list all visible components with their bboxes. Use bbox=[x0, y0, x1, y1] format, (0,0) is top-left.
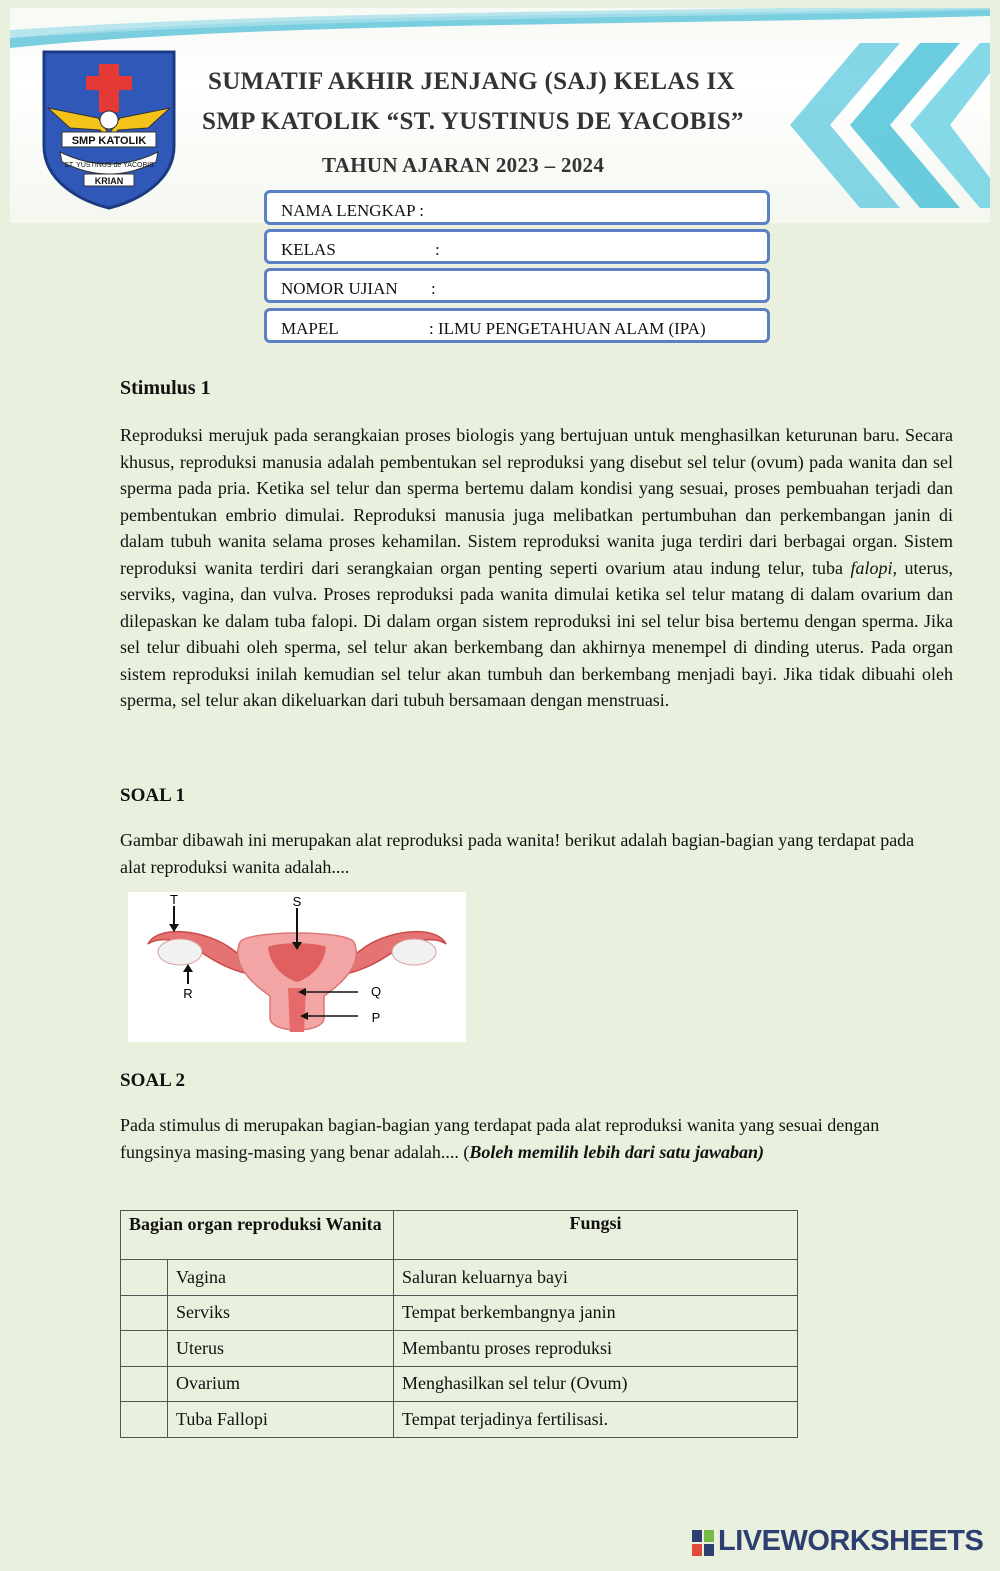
col-header-fungsi: Fungsi bbox=[394, 1211, 798, 1260]
organ-cell: Vagina bbox=[168, 1260, 394, 1296]
organ-cell: Serviks bbox=[168, 1295, 394, 1331]
logo-text-3: KRIAN bbox=[94, 176, 124, 186]
chevron-decoration-icon bbox=[790, 33, 990, 218]
nama-label: NAMA LENGKAP : bbox=[281, 201, 424, 220]
answer-checkbox[interactable] bbox=[121, 1331, 168, 1367]
logo-text-2: ST. YUSTINUS de YACOBIS bbox=[64, 162, 154, 169]
field-mapel bbox=[264, 308, 770, 343]
logo-text-1: SMP KATOLIK bbox=[71, 135, 147, 147]
stimulus-text bbox=[120, 422, 953, 714]
stimulus-italic-word: falopi, bbox=[850, 557, 898, 578]
nomor-separator: : bbox=[431, 279, 436, 298]
mapel-label: MAPEL bbox=[281, 319, 339, 338]
header-title-1: SUMATIF AKHIR JENJANG (SAJ) KELAS IX bbox=[208, 68, 735, 95]
table-row bbox=[121, 1260, 798, 1296]
fungsi-cell: Saluran keluarnya bayi bbox=[394, 1260, 798, 1296]
organ-cell: Tuba Fallopi bbox=[168, 1402, 394, 1438]
soal1-title: SOAL 1 bbox=[120, 785, 185, 806]
kelas-separator: : bbox=[435, 240, 440, 259]
reproductive-organ-diagram bbox=[128, 892, 466, 1042]
field-kelas[interactable] bbox=[264, 229, 770, 264]
answer-checkbox[interactable] bbox=[121, 1260, 168, 1296]
header-title-2: SMP KATOLIK “ST. YUSTINUS DE YACOBIS” bbox=[202, 108, 744, 135]
organ-cell: Ovarium bbox=[168, 1366, 394, 1402]
mapel-value: : ILMU PENGETAHUAN ALAM (IPA) bbox=[429, 319, 706, 338]
label-r: R bbox=[183, 986, 193, 1001]
header-title-3: TAHUN AJARAN 2023 – 2024 bbox=[322, 153, 605, 177]
footer-brand[interactable]: LIVEWORKSHEETS bbox=[718, 1525, 984, 1557]
table-row bbox=[121, 1295, 798, 1331]
field-nama-lengkap[interactable] bbox=[264, 190, 770, 225]
soal2-note: Boleh memilih lebih dari satu jawaban) bbox=[469, 1141, 764, 1162]
stimulus-text-part-2: uterus, serviks, vagina, dan vulva. Proses reproduksi pada wanita dimulai ketika sel telur matang di dalam ovarium dan dilepaskan ke dalam tuba falopi. Di dalam organ sistem reproduksi ini sel telur bisa bertemu dengan sperma. Jika sel telur dibuahi oleh sperma, sel telur akan berkembang dan akhirnya menempel di dinding uterus. Pada organ sistem reproduksi inilah kemudian sel telur akan tumbuh dan berkembang menjadi bayi. Jika tidak dibuahi oleh sperma, sel telur akan dikeluarkan dari tubuh bersamaan dengan menstruasi. bbox=[120, 557, 954, 710]
fungsi-cell: Membantu proses reproduksi bbox=[394, 1331, 798, 1367]
school-logo bbox=[38, 46, 180, 211]
field-nomor-ujian[interactable] bbox=[264, 268, 770, 303]
answer-checkbox[interactable] bbox=[121, 1366, 168, 1402]
table-row bbox=[121, 1331, 798, 1367]
stimulus-title: Stimulus 1 bbox=[120, 377, 211, 399]
fungsi-cell: Tempat terjadinya fertilisasi. bbox=[394, 1402, 798, 1438]
fungsi-cell: Menghasilkan sel telur (Ovum) bbox=[394, 1366, 798, 1402]
label-s: S bbox=[292, 894, 302, 909]
soal2-text-main: Pada stimulus di merupakan bagian-bagian yang terdapat pada alat reproduksi wanita yang sesuai dengan fungsinya masing-masing yang benar adalah.... ( bbox=[120, 1115, 880, 1162]
answer-checkbox[interactable] bbox=[121, 1402, 168, 1438]
soal2-title: SOAL 2 bbox=[120, 1070, 185, 1091]
label-p: P bbox=[371, 1010, 381, 1025]
kelas-label: KELAS bbox=[281, 240, 336, 259]
nomor-label: NOMOR UJIAN bbox=[281, 279, 398, 298]
organ-function-table bbox=[120, 1210, 798, 1438]
col-header-organ: Bagian organ reproduksi Wanita bbox=[121, 1211, 394, 1260]
liveworksheets-logo-icon bbox=[692, 1530, 714, 1556]
organ-cell: Uterus bbox=[168, 1331, 394, 1367]
table-row bbox=[121, 1366, 798, 1402]
label-q: Q bbox=[370, 984, 382, 999]
soal2-text bbox=[120, 1112, 890, 1165]
fungsi-cell: Tempat berkembangnya janin bbox=[394, 1295, 798, 1331]
answer-checkbox[interactable] bbox=[121, 1295, 168, 1331]
stimulus-text-part-1: Reproduksi merujuk pada serangkaian proses biologis yang bertujuan untuk menghasilkan keturunan baru. Secara khusus, reproduksi manusia adalah pembentukan sel reproduksi yang disebut sel telur (ovum) pada wanita dan sel sperma pada pria. Ketika sel telur dan sperma bertemu dalam kondisi yang sesuai, proses pembuahan terjadi dan pembentukan embrio dimulai. Reproduksi manusia juga melibatkan pertumbuhan dan perkembangan janin di dalam tubuh wanita selama proses kehamilan. Sistem reproduksi wanita juga terdiri dari berbagai organ. Sistem reproduksi wanita terdiri dari serangkaian organ penting seperti ovarium atau indung telur, tuba bbox=[120, 425, 953, 578]
label-t: T bbox=[170, 892, 178, 907]
table-row bbox=[121, 1402, 798, 1438]
soal1-text: Gambar dibawah ini merupakan alat reproduksi pada wanita! berikut adalah bagian-bagian yang terdapat pada alat reproduksi wanita adalah.... bbox=[120, 830, 915, 877]
